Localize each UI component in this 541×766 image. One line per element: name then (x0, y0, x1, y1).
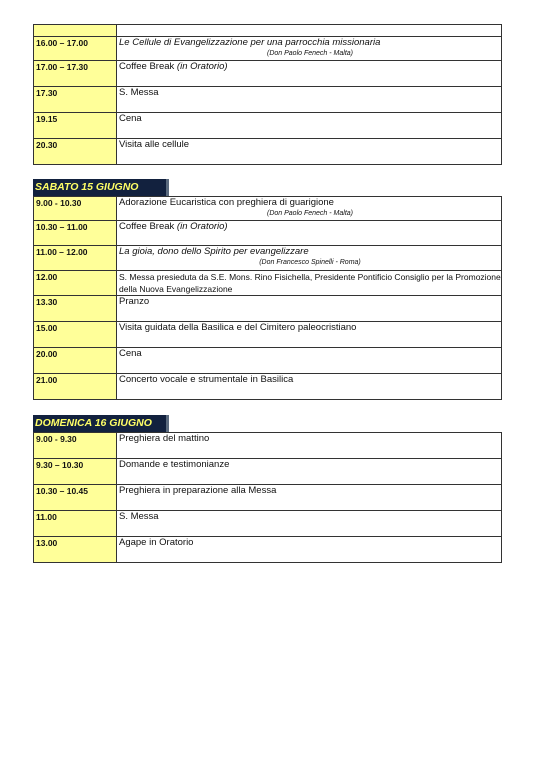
event-cell: Adorazione Eucaristica con preghiera di guarigione (Don Paolo Fenech - Malta) (117, 197, 502, 221)
event-cell: Agape in Oratorio (117, 537, 502, 563)
time-cell: 11.00 (34, 511, 117, 537)
schedule-table-saturday (33, 196, 502, 400)
event-cell: La gioia, dono dello Spirito per evangelizzare (Don Francesco Spinelli - Roma) (117, 246, 502, 271)
time-cell: 21.00 (34, 374, 117, 400)
event-cell: Coffee Break (in Oratorio) (117, 221, 502, 246)
event-cell: Concerto vocale e strumentale in Basilica (117, 374, 502, 400)
time-cell: 9.00 - 10.30 (34, 197, 117, 221)
time-cell: 11.00 – 12.00 (34, 246, 117, 271)
event-cell: Preghiera del mattino (117, 433, 502, 459)
schedule-table-friday (33, 24, 502, 165)
day-header-saturday: SABATO 15 GIUGNO (33, 179, 169, 196)
time-cell: 9.00 - 9.30 (34, 433, 117, 459)
event-cell: Visita guidata della Basilica e del Cimitero paleocristiano (117, 322, 502, 348)
time-cell: 17.30 (34, 87, 117, 113)
time-cell: 16.00 – 17.00 (34, 37, 117, 61)
time-cell: 19.15 (34, 113, 117, 139)
schedule-table-sunday (33, 432, 502, 563)
time-cell: 9.30 – 10.30 (34, 459, 117, 485)
time-cell: 13.00 (34, 537, 117, 563)
event-cell: S. Messa presieduta da S.E. Mons. Rino Fisichella, Presidente Pontificio Consiglio per la Promozione della Nuova Evangelizzazione (117, 271, 502, 296)
time-cell: 13.30 (34, 296, 117, 322)
day-header-sunday: DOMENICA 16 GIUGNO (33, 415, 169, 432)
time-cell: 15.00 (34, 322, 117, 348)
time-cell: 20.00 (34, 348, 117, 374)
event-cell: Le Cellule di Evangelizzazione per una parrocchia missionaria (Don Paolo Fenech - Malta) (117, 37, 502, 61)
event-cell: Coffee Break (in Oratorio) (117, 61, 502, 87)
event-cell: Cena (117, 113, 502, 139)
event-cell: Visita alle cellule (117, 139, 502, 165)
time-cell: 17.00 – 17.30 (34, 61, 117, 87)
time-cell: 12.00 (34, 271, 117, 296)
time-cell: 10.30 – 11.00 (34, 221, 117, 246)
event-cell: S. Messa (117, 87, 502, 113)
event-cell: Cena (117, 348, 502, 374)
time-cell: 20.30 (34, 139, 117, 165)
event-cell: Preghiera in preparazione alla Messa (117, 485, 502, 511)
event-cell: Pranzo (117, 296, 502, 322)
time-cell: 10.30 – 10.45 (34, 485, 117, 511)
event-cell: S. Messa (117, 511, 502, 537)
event-cell: Domande e testimonianze (117, 459, 502, 485)
